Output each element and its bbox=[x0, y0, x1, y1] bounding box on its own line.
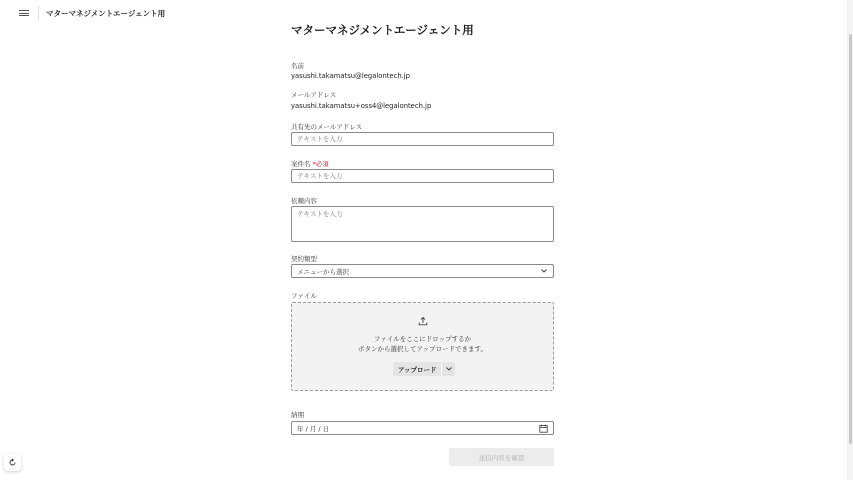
page-title: マターマネジメントエージェント用 bbox=[291, 23, 474, 37]
contract-type-select[interactable] bbox=[291, 264, 554, 278]
file-label: ファイル bbox=[291, 292, 317, 300]
scrollbar-thumb[interactable] bbox=[849, 34, 852, 444]
menu-icon[interactable] bbox=[16, 7, 32, 19]
chevron-down-icon[interactable] bbox=[442, 362, 455, 376]
required-mark: *必須 bbox=[312, 160, 329, 168]
contract-type-selected: メニューから選択 bbox=[297, 267, 349, 276]
share-email-input[interactable] bbox=[291, 132, 554, 146]
calendar-icon[interactable] bbox=[539, 424, 548, 433]
subject-label bbox=[291, 159, 329, 168]
refresh-icon[interactable] bbox=[4, 454, 21, 471]
deadline-date-placeholder: 年 / 月 / 日 bbox=[297, 424, 330, 433]
chevron-down-icon bbox=[540, 267, 548, 275]
app-title: マターマネジメントエージェント用 bbox=[46, 9, 166, 18]
request-label: 依頼内容 bbox=[291, 197, 317, 205]
email-label: メールアドレス bbox=[291, 91, 337, 99]
name-label: 名前 bbox=[291, 62, 304, 70]
contract-type-label: 契約類型 bbox=[291, 255, 317, 263]
upload-button[interactable] bbox=[393, 362, 455, 376]
deadline-label: 納期 bbox=[291, 411, 304, 419]
file-dropzone[interactable] bbox=[291, 302, 554, 391]
name-value: yasushi.takamatsu@legalontech.jp bbox=[291, 72, 411, 80]
request-textarea[interactable] bbox=[291, 206, 554, 242]
topbar-divider bbox=[38, 6, 39, 20]
upload-button-label: アップロード bbox=[398, 365, 437, 374]
deadline-date-input[interactable] bbox=[291, 421, 554, 435]
email-value: yasushi.takamatsu+oss4@legalontech.jp bbox=[291, 102, 432, 110]
dropzone-text-line2: ボタンから選択してアップロードできます。 bbox=[357, 345, 488, 353]
dropzone-text-line1: ファイルをここにドロップするか bbox=[373, 335, 472, 343]
scrollbar[interactable] bbox=[847, 0, 853, 480]
subject-input[interactable] bbox=[291, 169, 554, 183]
upload-icon bbox=[418, 316, 428, 326]
subject-label-text: 案件名 bbox=[291, 160, 311, 168]
submit-button[interactable] bbox=[449, 448, 554, 466]
submit-button-label: 送信内容を確認 bbox=[478, 454, 525, 462]
share-email-label: 共有先のメールアドレス bbox=[291, 123, 363, 131]
